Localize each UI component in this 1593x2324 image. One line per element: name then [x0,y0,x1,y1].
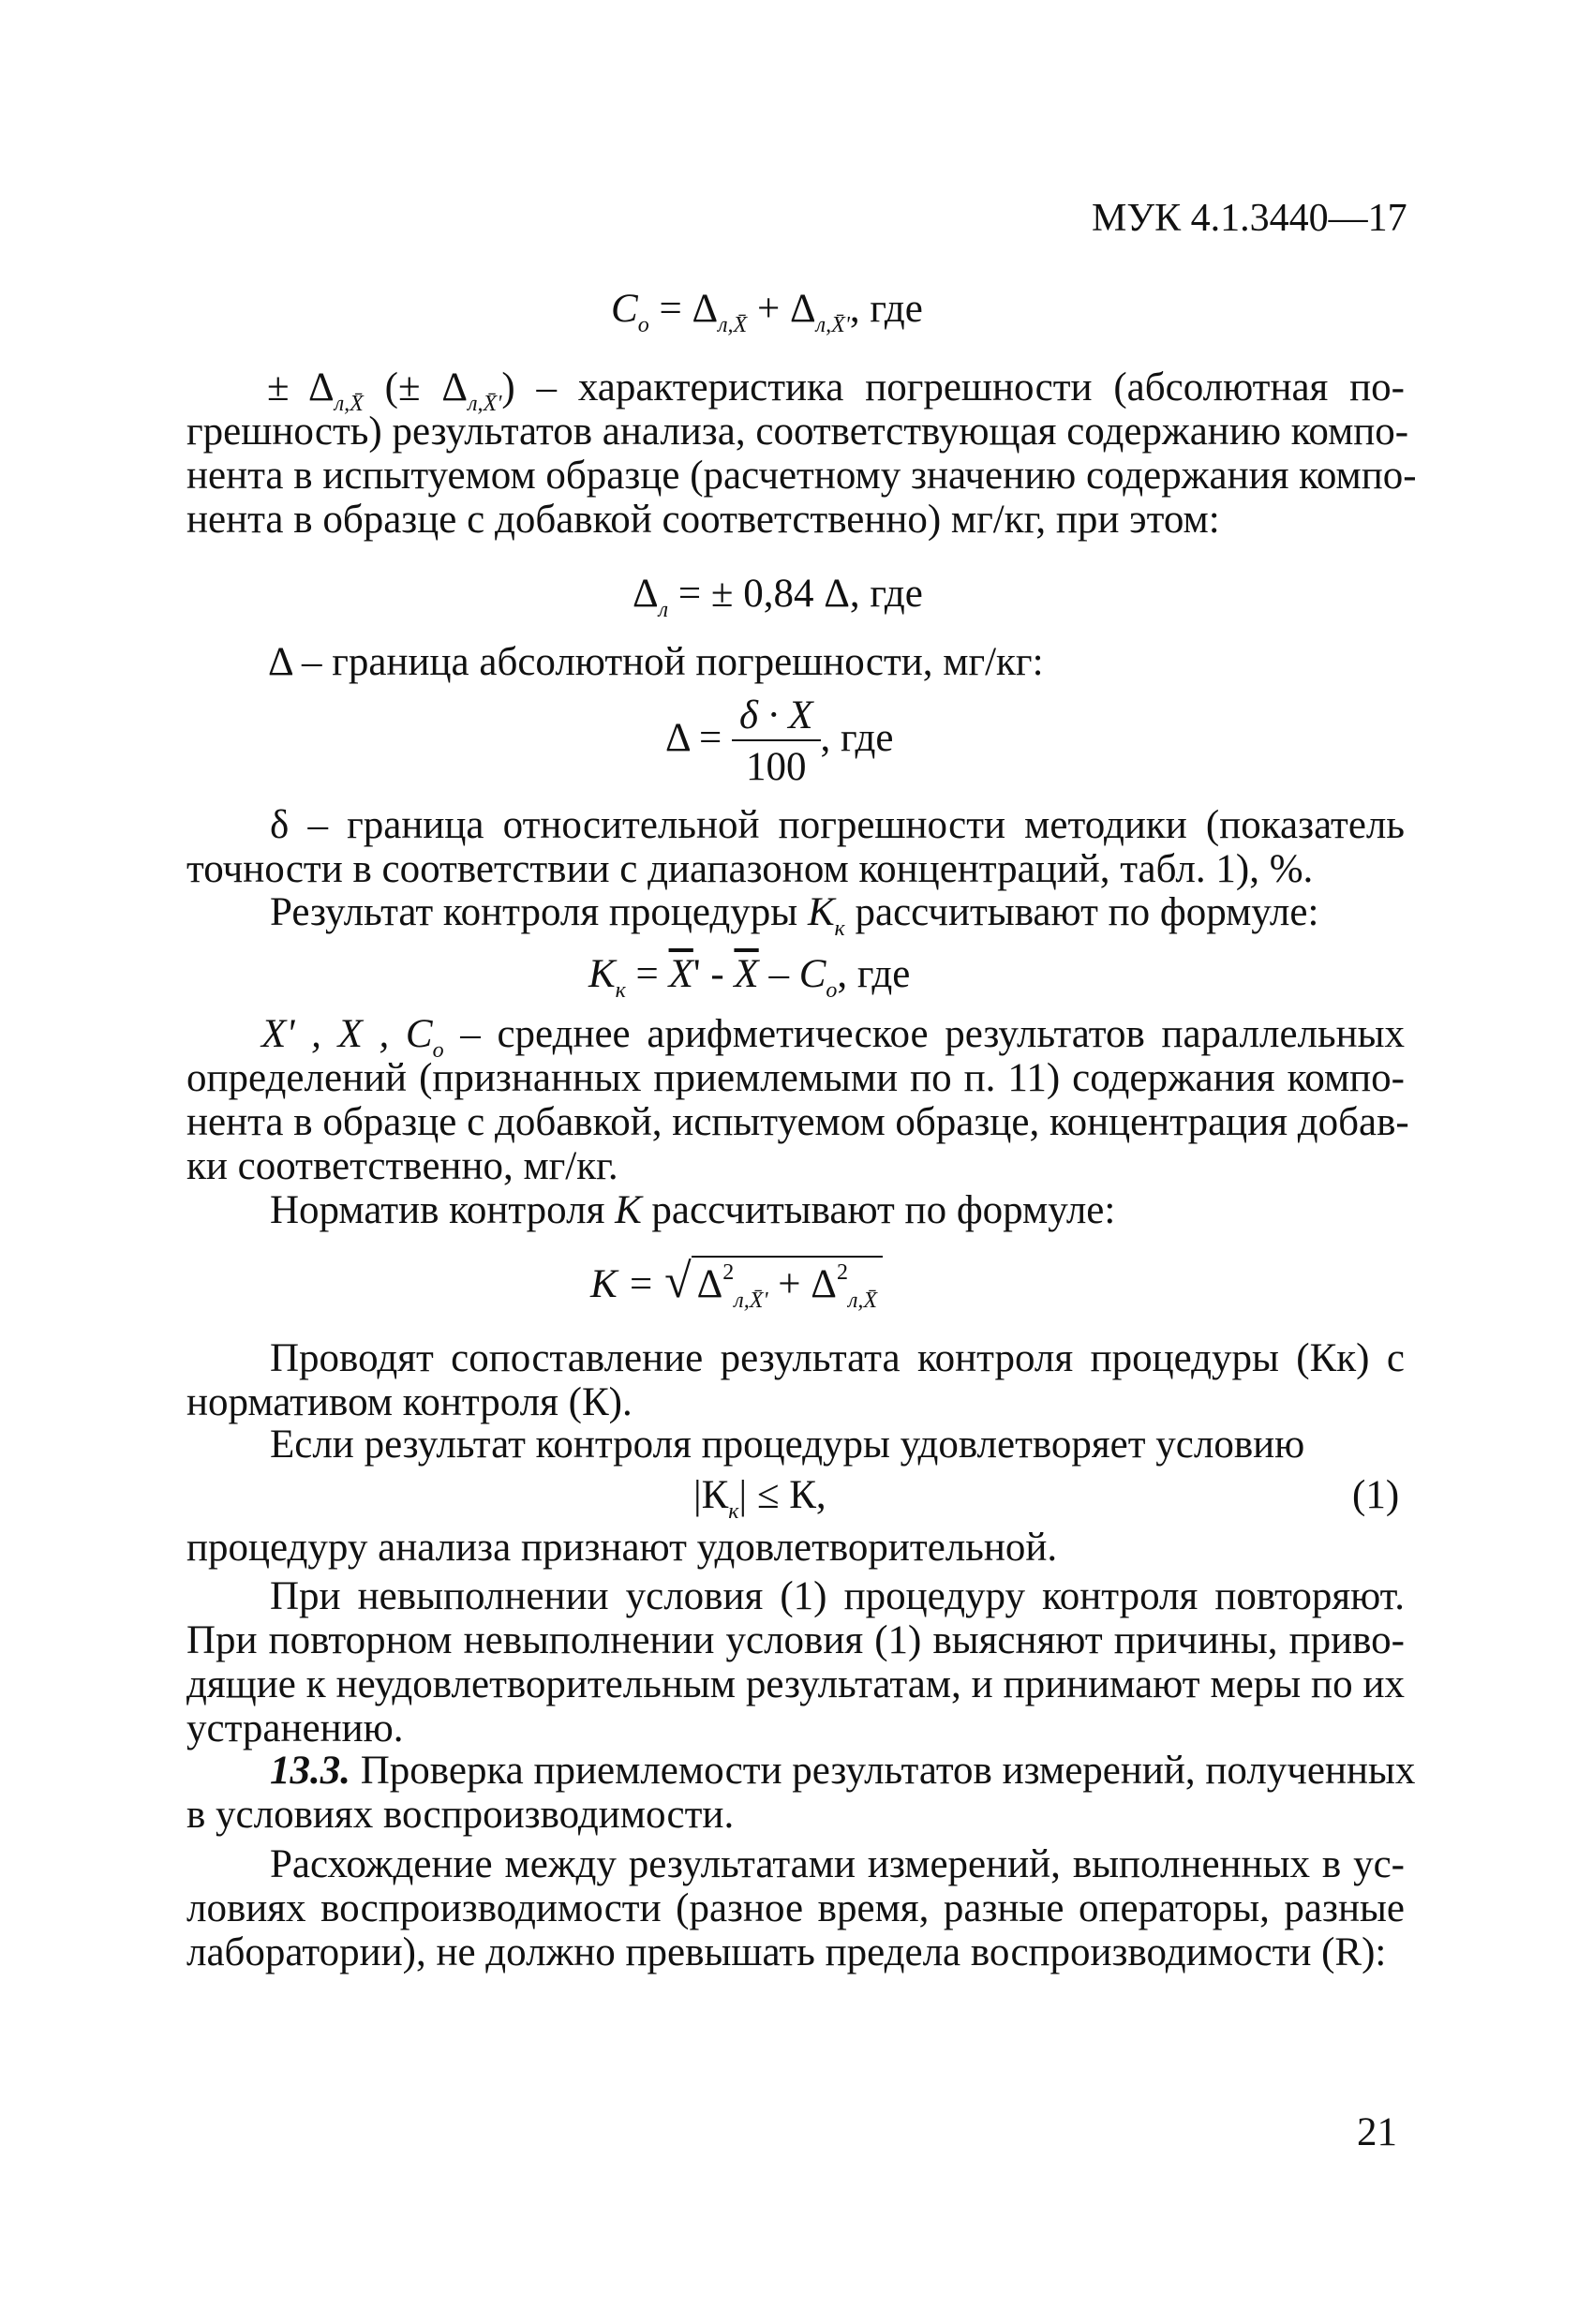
delta-l-line-1-text: – характеристика погрешности (абсолютная по- [514,365,1405,410]
paragraph-norm-text-a: Норматив контроля [270,1188,616,1232]
delta-l-paren-close: ) [501,365,515,410]
paragraph-repeat-line-4: устранению. [186,1706,404,1750]
paragraph-result-symbol: К [807,890,835,934]
paragraph-result-text-b: рассчитывают по формуле: [844,890,1319,934]
paragraph-repeat [186,1574,1405,1750]
formula-k-term-2-sup: 2 [836,1260,848,1285]
formula-kk [588,954,910,1002]
formula-c0-sub1: л,X̄ [718,313,748,337]
definition-delta-relative [186,803,1405,891]
paragraph-result-text-a: Результат контроля процедуры [270,890,808,934]
definition-x-line-2: определений (признанных приемлемыми по п. 11) содержания компо- [186,1056,1405,1100]
formula-kk-lhs-sub: к [615,978,626,1003]
formula-k-radicand [692,1256,883,1312]
paragraph-discrepancy [186,1842,1405,1974]
definition-x [186,1012,1409,1188]
delta-l-paren-open: (± Δ [363,365,469,410]
definition-delta-l-line-3: нента в испытуемом образце (расчетному значению содержания компо- [186,454,1417,498]
formula-c0-eq: = Δ [648,287,719,331]
paragraph-norm-text-b: рассчитывают по формуле: [641,1188,1116,1232]
paragraph-if: Если результат контроля процедуры удовлетворяет условию [270,1423,1305,1467]
section-13-3-line-1 [186,1749,1416,1793]
paragraph-compare [186,1336,1405,1424]
formula-kk-eq: = [625,952,669,996]
definition-x-symbols-sub: o [432,1038,444,1063]
paragraph-repeat-line-3: дящие к неудовлетворительным результатам, и принимают меры по их [186,1662,1405,1706]
delta-l-symbol: ± Δ [267,365,335,410]
formula-kk-minus-1: - [700,952,735,996]
page-number: 21 [1357,2110,1397,2154]
formula-delta-l-rhs: = ± 0,84 Δ, где [668,572,923,616]
formula-delta-l-sub: л [658,598,669,622]
formula-kk-x: $\overline{X}$ [734,952,759,996]
formula-delta-lhs: Δ = [665,715,733,760]
formula-condition-a: |К [693,1473,729,1517]
paragraph-repeat-line-1: При невыполнении условия (1) процедуру контроля повторяют. [270,1574,1405,1618]
definition-x-symbols: X' , X , C [261,1012,433,1056]
formula-delta-l [633,574,923,621]
equation-number: (1) [1352,1473,1400,1517]
section-13-3-line-2: в условиях воспроизводимости. [186,1793,735,1837]
definition-x-line-4: ки соответственно, мг/кг. [186,1144,618,1188]
definition-delta: Δ – граница абсолютной погрешности, мг/кг: [268,640,1044,684]
paragraph-compare-line-2: нормативом контроля (К). [186,1380,633,1424]
sqrt-sign-icon: √ [664,1255,692,1308]
formula-c0-lhs: C [611,287,638,331]
formula-condition [693,1475,826,1523]
formula-kk-prime-mark: ' [692,952,701,996]
formula-k-lhs: К = [590,1262,665,1306]
formula-c0-plus: + Δ [747,287,816,331]
definition-delta-relative-line-1: δ – граница относительной погрешности методики (показатель [270,803,1405,847]
paragraph-discrepancy-line-2: ловиях воспроизводимости (разное время, разные операторы, разные [186,1886,1405,1930]
formula-k-term-2-sub: л,X̄ [847,1289,878,1313]
section-13-3-line-1-text: Проверка приемлемости результатов измерений, полученных [350,1749,1416,1793]
definition-delta-l-line-4: нента в образце с добавкой соответственно) мг/кг, при этом: [186,498,1220,542]
section-13-3-number: 13.3. [270,1749,350,1793]
formula-delta [665,695,894,787]
formula-kk-minus-c: – C [758,952,826,996]
formula-delta-tail: , где [820,715,894,760]
formula-k-term-1-sup: 2 [722,1260,735,1285]
paragraph-result [270,892,1318,940]
paragraph-result-symbol-sub: к [834,916,845,941]
section-13-3 [186,1749,1416,1837]
paragraph-satisfactory: процедуру анализа признают удовлетворительной. [186,1526,1058,1570]
formula-c0-lhs-sub: o [637,313,649,337]
definition-delta-l [186,365,1417,542]
formula-kk-c-sub: o [826,978,838,1003]
definition-x-line-3: нента в образце с добавкой, испытуемом образце, концентрация добав- [186,1100,1409,1144]
paragraph-discrepancy-line-1: Расхождение между результатами измерений, выполненных в ус- [270,1842,1405,1886]
paragraph-compare-line-1: Проводят сопоставление результата контроля процедуры (Кк) с [270,1336,1405,1380]
formula-kk-x-prime: $\overline{X}$ [668,952,693,996]
formula-c0 [611,289,923,336]
formula-k-term-1: Δ [696,1262,723,1306]
formula-delta-fraction [732,695,821,787]
formula-kk-lhs: К [588,952,616,996]
formula-c0-tail: , где [849,287,923,331]
formula-condition-b: | ≤ К, [738,1473,826,1517]
delta-l-symbol-sub: л,X̄ [334,392,364,416]
formula-c0-sub2: л,X̄' [815,313,850,337]
formula-kk-tail: , где [837,952,911,996]
paragraph-discrepancy-line-3: лаборатории), не должно превышать предела воспроизводимости (R): [186,1930,1387,1974]
definition-x-line-1 [186,1012,1405,1063]
definition-delta-l-line-1 [186,365,1405,416]
definition-delta-l-line-2: грешность) результатов анализа, соответствующая содержанию компо- [186,410,1409,454]
formula-delta-denominator: 100 [746,745,807,789]
formula-condition-sub: к [728,1499,739,1524]
formula-k [590,1256,883,1312]
doc-code: МУК 4.1.3440—17 [1092,197,1407,240]
paragraph-norm-symbol: К [615,1188,642,1232]
formula-delta-l-lhs: Δ [633,572,659,616]
paragraph-repeat-line-2: При повторном невыполнении условия (1) выясняют причины, приво- [186,1618,1405,1662]
definition-delta-relative-line-2: точности в соответствии с диапазоном концентраций, табл. 1), %. [186,847,1314,891]
formula-k-plus: + Δ [767,1262,837,1306]
formula-k-term-1-sub: л,X̄' [734,1289,768,1313]
paragraph-norm [270,1190,1115,1230]
definition-x-line-1-text: – среднее арифметическое результатов параллельных [443,1012,1405,1056]
formula-delta-numerator: δ · X [732,695,821,741]
delta-l-paren-sub: л,X̄' [468,392,502,416]
